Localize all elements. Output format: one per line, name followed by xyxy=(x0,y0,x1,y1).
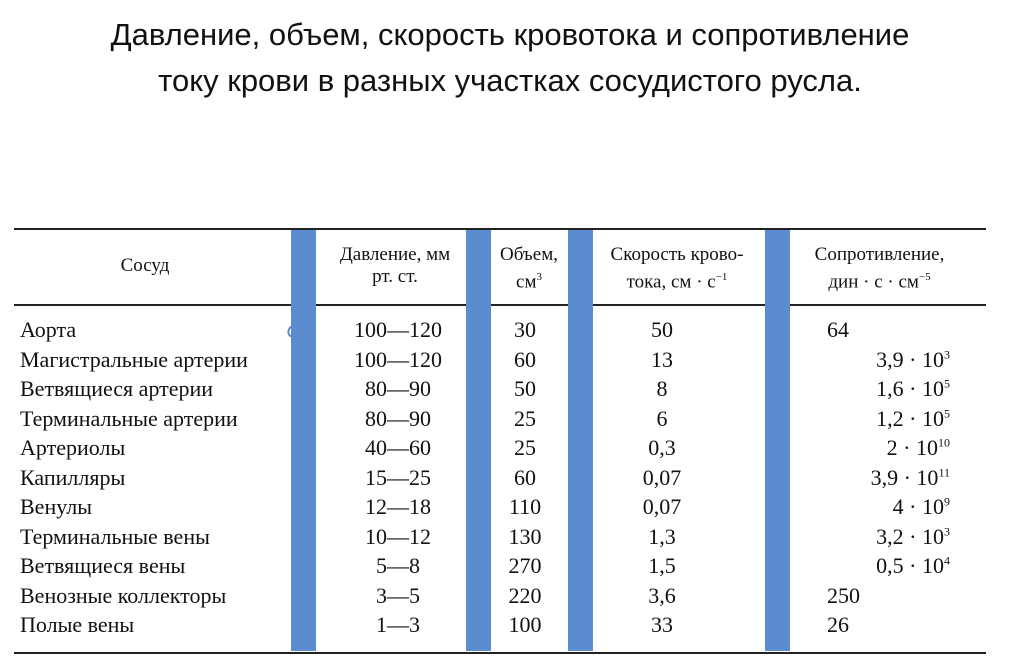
resistance-exponent: 4 xyxy=(944,553,950,568)
cell-pressure: 15—25 xyxy=(365,464,431,490)
table-header-rule xyxy=(14,304,986,306)
slide-title xyxy=(0,12,1020,104)
cell-vessel: Полые вены xyxy=(20,612,135,637)
header-vessel: Сосуд xyxy=(120,255,170,276)
table-row xyxy=(0,551,1020,580)
cell-vessel: Ветвящиеся вены xyxy=(20,553,186,578)
cell-resistance xyxy=(827,610,977,639)
cell-resistance xyxy=(827,581,977,610)
resistance-base: 1,6 · 10 xyxy=(876,376,944,401)
header-resistance xyxy=(792,244,967,293)
header-pressure xyxy=(320,244,470,288)
cell-speed: 50 xyxy=(651,317,673,342)
table-bottom-rule xyxy=(14,652,986,654)
table-row xyxy=(0,581,1020,610)
cell-vessel: Венозные коллекторы xyxy=(20,582,227,608)
cell-volume: 110 xyxy=(508,494,542,519)
cell-pressure: 100—120 xyxy=(354,317,442,342)
header-volume xyxy=(490,244,568,293)
cell-volume: 100 xyxy=(508,612,542,637)
header-resistance-line-2: дин · $с \cdot см^{-5}$ xyxy=(828,271,931,293)
table-row xyxy=(0,374,1020,403)
title-line-2: току крови в разных участках сосудистого русла. xyxy=(158,63,862,98)
cell-pressure: 40—60 xyxy=(365,435,431,460)
cell-resistance xyxy=(800,374,950,403)
cell-vessel: Ветвящиеся артерии xyxy=(20,376,214,401)
cell-speed: 0,07 xyxy=(642,494,682,519)
resistance-base: 3,9 · 10 xyxy=(876,346,944,372)
cell-resistance xyxy=(800,433,950,462)
cell-vessel: Терминальные артерии xyxy=(20,405,238,431)
header-volume-line-1: Объем, xyxy=(500,244,558,265)
cell-resistance xyxy=(800,404,950,433)
resistance-exponent: 11 xyxy=(938,465,950,480)
resistance-base: 3,9 · 10 xyxy=(870,464,939,490)
resistance-base: 3,2 · 10 xyxy=(876,523,944,549)
cell-volume: 50 xyxy=(514,376,536,401)
resistance-base: 0,5 · 10 xyxy=(876,553,944,578)
cell-speed: 13 xyxy=(651,346,673,372)
cell-speed: 0,3 xyxy=(648,435,676,460)
resistance-exponent: 9 xyxy=(944,494,950,509)
resistance-exponent: 3 xyxy=(944,347,950,362)
table-row xyxy=(0,610,1020,639)
resistance-base: 4 · 10 xyxy=(892,494,944,519)
cell-speed: 6 xyxy=(656,405,668,431)
header-speed-line-2: тока, см · $с^{-1}$ xyxy=(626,271,728,293)
cell-volume: 270 xyxy=(508,553,542,578)
table-row xyxy=(0,463,1020,492)
resistance-exponent: 3 xyxy=(944,524,950,539)
cell-pressure: 80—90 xyxy=(365,376,431,401)
cell-resistance xyxy=(800,551,950,580)
cell-volume: 25 xyxy=(514,435,536,460)
table-top-rule xyxy=(14,228,986,230)
cell-volume: 130 xyxy=(508,523,542,549)
table-row xyxy=(0,315,1020,344)
cell-pressure: 80—90 xyxy=(365,405,431,431)
resistance-exponent: 10 xyxy=(938,435,950,450)
cell-pressure: 3—5 xyxy=(376,582,420,608)
header-volume-line-2: $см^3$ xyxy=(516,271,542,293)
cell-resistance xyxy=(827,315,977,344)
cell-pressure: 12—18 xyxy=(365,494,431,519)
cell-pressure: 1—3 xyxy=(376,612,420,637)
cell-vessel: Терминальные вены xyxy=(20,523,210,549)
cell-speed: 0,07 xyxy=(642,464,682,490)
cell-vessel: Капилляры xyxy=(20,464,126,490)
table-row xyxy=(0,345,1020,374)
resistance-base: 26 xyxy=(827,612,849,637)
header-pressure-line-2: рт. ст. xyxy=(372,266,418,287)
cell-volume: 220 xyxy=(508,582,542,608)
cell-resistance xyxy=(800,463,950,492)
table-row xyxy=(0,492,1020,521)
cell-resistance xyxy=(800,492,950,521)
cell-vessel: Аорта xyxy=(20,317,77,342)
cell-speed: 3,6 xyxy=(648,582,676,608)
cell-pressure: 5—8 xyxy=(376,553,420,578)
cell-pressure: 100—120 xyxy=(354,346,442,372)
header-speed xyxy=(592,244,762,293)
resistance-exponent: 5 xyxy=(944,406,950,421)
header-pressure-line-1: Давление, мм xyxy=(339,244,451,265)
cell-vessel: Венулы xyxy=(20,494,93,519)
table-row xyxy=(0,404,1020,433)
table-row xyxy=(0,433,1020,462)
resistance-exponent: 5 xyxy=(944,376,950,391)
cell-vessel: Артериолы xyxy=(20,435,126,460)
resistance-base: 1,2 · 10 xyxy=(876,405,944,431)
resistance-base: 2 · 10 xyxy=(886,435,938,460)
cell-pressure: 10—12 xyxy=(365,523,431,549)
cell-volume: 60 xyxy=(514,464,536,490)
table-row xyxy=(0,522,1020,551)
cell-vessel: Магистральные артерии xyxy=(20,346,248,372)
cell-volume: 60 xyxy=(514,346,536,372)
cell-speed: 1,5 xyxy=(648,553,676,578)
cell-volume: 25 xyxy=(514,405,536,431)
title-line-1: Давление, объем, скорость кровотока и сопротивление xyxy=(110,17,910,52)
cell-speed: 33 xyxy=(651,612,673,637)
resistance-base: 64 xyxy=(827,317,849,342)
cell-speed: 1,3 xyxy=(648,523,676,549)
header-resistance-line-1: Сопротивление, xyxy=(814,244,945,265)
cell-resistance xyxy=(800,345,950,374)
header-speed-line-1: Скорость крово- xyxy=(610,244,744,265)
resistance-base: 250 xyxy=(827,582,860,608)
cell-resistance xyxy=(800,522,950,551)
cell-speed: 8 xyxy=(656,376,668,401)
cell-volume: 30 xyxy=(514,317,536,342)
